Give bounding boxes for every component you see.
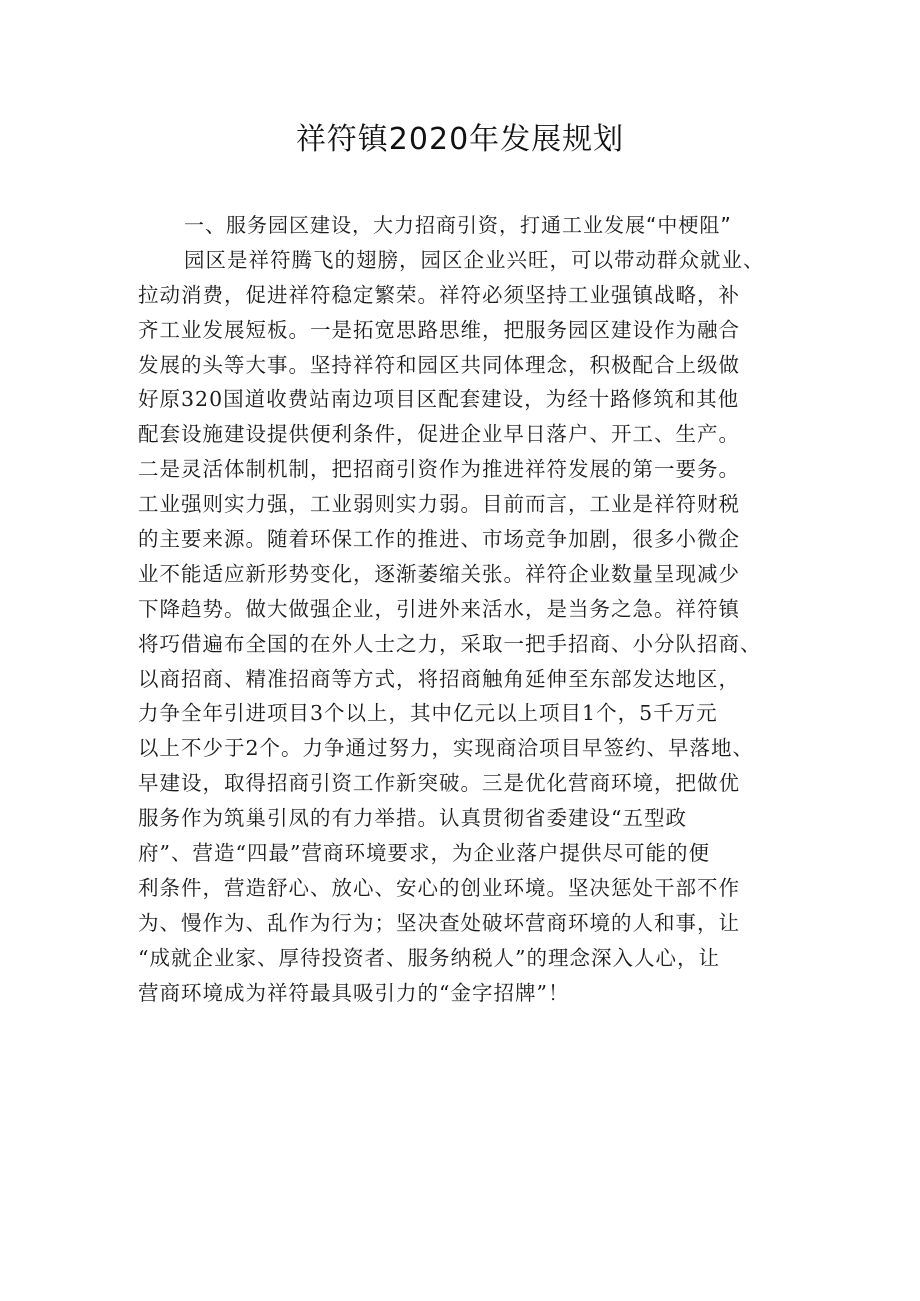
paragraph-line: 齐工业发展短板。一是拓宽思路思维，把服务园区建设作为融合 bbox=[138, 317, 740, 342]
paragraph-line: 力争全年引进项目3个以上，其中亿元以上项目1个，5千万元 bbox=[138, 701, 718, 726]
paragraph-line: 将巧借遍布全国的在外人士之力，采取一把手招商、小分队招商、 bbox=[138, 631, 762, 656]
paragraph-line: 为、慢作为、乱作为行为；坚决查处破坏营商环境的人和事，让 bbox=[138, 910, 740, 935]
paragraph-line: 发展的头等大事。坚持祥符和园区共同体理念，积极配合上级做 bbox=[138, 352, 740, 377]
paragraph-line: 早建设，取得招商引资工作新突破。三是优化营商环境，把做优 bbox=[138, 771, 740, 796]
paragraph-line: 拉动消费，促进祥符稳定繁荣。祥符必须坚持工业强镇战略，补 bbox=[138, 282, 740, 307]
section-heading: 一、服务园区建设，大力招商引资，打通工业发展“中梗阻” bbox=[184, 213, 732, 237]
paragraph-line: 府”、营造“四最”营商环境要求，为企业落户提供尽可能的便 bbox=[138, 841, 710, 866]
paragraph-line: 配套设施建设提供便利条件，促进企业早日落户、开工、生产。 bbox=[138, 422, 740, 447]
paragraph-line: 工业强则实力强，工业弱则实力弱。目前而言，工业是祥符财税 bbox=[138, 492, 740, 517]
paragraph-line: 营商环境成为祥符最具吸引力的“金字招牌”！ bbox=[138, 980, 570, 1005]
paragraph-line: 利条件，营造舒心、放心、安心的创业环境。坚决惩处干部不作 bbox=[138, 875, 740, 900]
paragraph-line: 园区是祥符腾飞的翅膀，园区企业兴旺，可以带动群众就业、 bbox=[184, 247, 765, 272]
paragraph-line: 的主要来源。随着环保工作的推进、市场竞争加剧，很多小微企 bbox=[138, 527, 740, 552]
paragraph-line: “成就企业家、厚待投资者、服务纳税人”的理念深入人心，让 bbox=[138, 945, 720, 970]
paragraph-line: 好原320国道收费站南边项目区配套建设，为经十路修筑和其他 bbox=[138, 387, 740, 412]
paragraph-line: 二是灵活体制机制，把招商引资作为推进祥符发展的第一要务。 bbox=[138, 457, 740, 482]
paragraph-line: 服务作为筑巢引凤的有力举措。认真贯彻省委建设“五型政 bbox=[138, 806, 687, 831]
document-title: 祥符镇2020年发展规划 bbox=[295, 122, 625, 157]
paragraph-line: 以商招商、精准招商等方式，将招商触角延伸至东部发达地区， bbox=[138, 666, 740, 691]
paragraph-line: 业不能适应新形势变化，逐渐萎缩关张。祥符企业数量呈现减少 bbox=[138, 561, 740, 586]
document-body bbox=[138, 208, 790, 1010]
paragraph-line: 下降趋势。做大做强企业，引进外来活水，是当务之急。祥符镇 bbox=[138, 596, 740, 621]
paragraph-line: 以上不少于2个。力争通过努力，实现商洽项目早签约、早落地、 bbox=[138, 736, 755, 761]
